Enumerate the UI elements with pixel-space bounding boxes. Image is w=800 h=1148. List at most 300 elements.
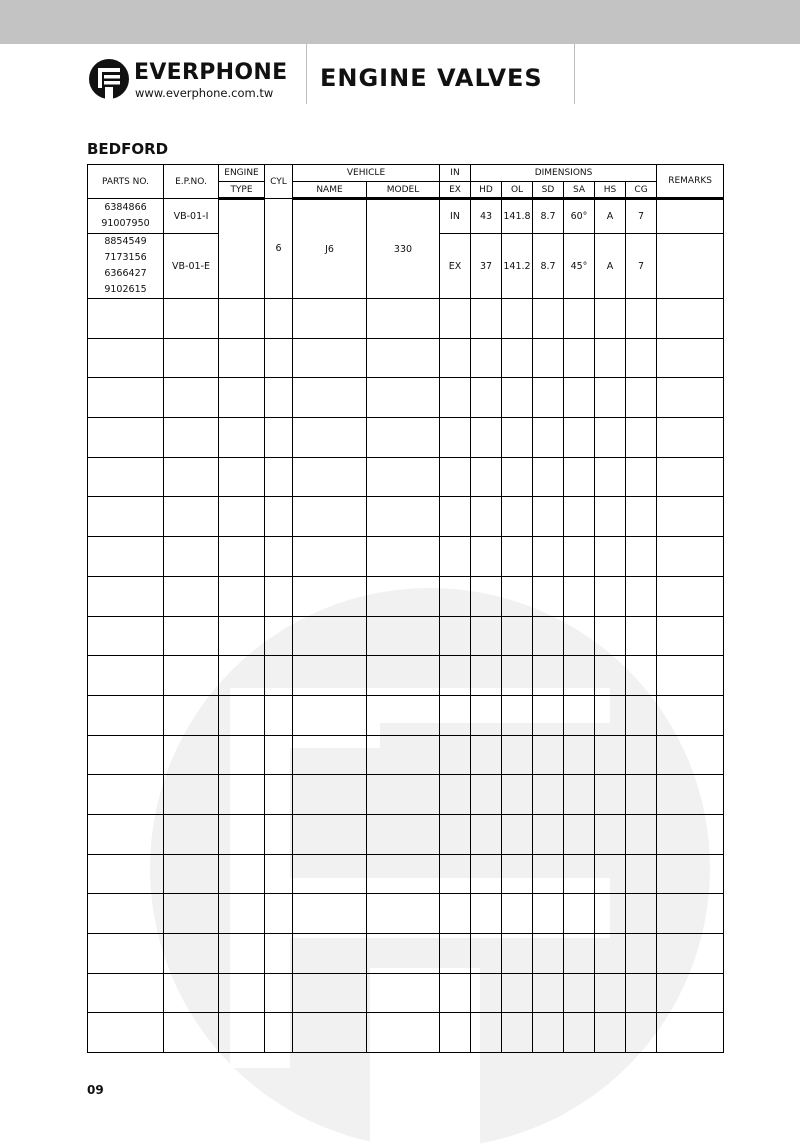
- empty-cell: [657, 497, 724, 537]
- table-row-empty: [88, 537, 724, 577]
- empty-cell: [440, 418, 471, 458]
- empty-cell: [293, 934, 367, 974]
- empty-cell: [164, 854, 219, 894]
- empty-cell: [564, 299, 595, 339]
- empty-cell: [164, 576, 219, 616]
- empty-cell: [265, 695, 293, 735]
- empty-cell: [657, 378, 724, 418]
- empty-cell: [471, 616, 502, 656]
- empty-cell: [88, 378, 164, 418]
- empty-cell: [164, 418, 219, 458]
- empty-cell: [367, 735, 440, 775]
- empty-cell: [533, 735, 564, 775]
- hd-cell: 37: [471, 234, 502, 299]
- empty-cell: [293, 695, 367, 735]
- empty-cell: [219, 537, 265, 577]
- empty-cell: [88, 814, 164, 854]
- table-row-empty: [88, 695, 724, 735]
- empty-cell: [564, 695, 595, 735]
- in-ex-cell: IN: [440, 199, 471, 234]
- empty-cell: [367, 775, 440, 815]
- vehicle-model-cell: 330: [367, 199, 440, 299]
- empty-cell: [265, 497, 293, 537]
- empty-cell: [265, 378, 293, 418]
- table-row-empty: [88, 299, 724, 339]
- empty-cell: [367, 537, 440, 577]
- empty-cell: [265, 299, 293, 339]
- empty-cell: [564, 735, 595, 775]
- empty-cell: [219, 616, 265, 656]
- empty-cell: [595, 378, 626, 418]
- empty-cell: [657, 934, 724, 974]
- empty-cell: [88, 854, 164, 894]
- header-ex: EX: [440, 182, 471, 199]
- empty-cell: [440, 934, 471, 974]
- empty-cell: [595, 1013, 626, 1053]
- empty-cell: [564, 497, 595, 537]
- empty-cell: [265, 418, 293, 458]
- empty-cell: [626, 814, 657, 854]
- empty-cell: [219, 1013, 265, 1053]
- empty-cell: [219, 338, 265, 378]
- empty-cell: [219, 299, 265, 339]
- empty-cell: [367, 457, 440, 497]
- empty-cell: [164, 457, 219, 497]
- empty-cell: [657, 418, 724, 458]
- header-cg: CG: [626, 182, 657, 199]
- empty-cell: [502, 894, 533, 934]
- empty-cell: [265, 775, 293, 815]
- everphone-logo-icon: [89, 59, 129, 99]
- empty-cell: [88, 973, 164, 1013]
- vehicle-name-cell: J6: [293, 199, 367, 299]
- empty-cell: [88, 576, 164, 616]
- empty-cell: [564, 894, 595, 934]
- empty-cell: [88, 934, 164, 974]
- empty-cell: [626, 616, 657, 656]
- empty-cell: [657, 457, 724, 497]
- table-row-empty: [88, 934, 724, 974]
- header-dimensions: DIMENSIONS: [471, 165, 657, 182]
- empty-cell: [626, 338, 657, 378]
- empty-cell: [564, 537, 595, 577]
- empty-cell: [293, 537, 367, 577]
- empty-cell: [595, 973, 626, 1013]
- table-row-empty: [88, 378, 724, 418]
- empty-cell: [265, 537, 293, 577]
- empty-cell: [164, 1013, 219, 1053]
- empty-cell: [626, 418, 657, 458]
- empty-cell: [293, 497, 367, 537]
- empty-cell: [219, 457, 265, 497]
- empty-cell: [626, 457, 657, 497]
- hs-cell: A: [595, 234, 626, 299]
- empty-cell: [564, 656, 595, 696]
- empty-cell: [367, 576, 440, 616]
- empty-cell: [367, 497, 440, 537]
- empty-cell: [219, 854, 265, 894]
- empty-cell: [219, 418, 265, 458]
- empty-cell: [440, 814, 471, 854]
- empty-cell: [626, 1013, 657, 1053]
- empty-cell: [293, 814, 367, 854]
- empty-cell: [595, 457, 626, 497]
- empty-cell: [164, 378, 219, 418]
- empty-cell: [626, 775, 657, 815]
- empty-cell: [293, 576, 367, 616]
- empty-cell: [502, 457, 533, 497]
- empty-cell: [164, 616, 219, 656]
- empty-cell: [293, 894, 367, 934]
- remarks-cell: [657, 199, 724, 234]
- engine-type-cell: [219, 199, 265, 299]
- empty-cell: [564, 814, 595, 854]
- empty-cell: [657, 735, 724, 775]
- empty-cell: [367, 894, 440, 934]
- empty-cell: [595, 775, 626, 815]
- empty-cell: [502, 616, 533, 656]
- empty-cell: [88, 497, 164, 537]
- empty-cell: [471, 735, 502, 775]
- empty-cell: [502, 656, 533, 696]
- empty-cell: [657, 1013, 724, 1053]
- empty-cell: [471, 378, 502, 418]
- empty-cell: [367, 299, 440, 339]
- empty-cell: [88, 656, 164, 696]
- empty-cell: [164, 814, 219, 854]
- empty-cell: [533, 973, 564, 1013]
- empty-cell: [88, 894, 164, 934]
- header-hd: HD: [471, 182, 502, 199]
- empty-cell: [265, 616, 293, 656]
- empty-cell: [88, 775, 164, 815]
- empty-cell: [219, 695, 265, 735]
- ol-cell: 141.8: [502, 199, 533, 234]
- header-sd: SD: [533, 182, 564, 199]
- hd-cell: 43: [471, 199, 502, 234]
- table-row-empty: [88, 457, 724, 497]
- empty-cell: [88, 457, 164, 497]
- empty-cell: [502, 537, 533, 577]
- empty-cell: [293, 775, 367, 815]
- in-ex-cell: EX: [440, 234, 471, 299]
- empty-cell: [564, 775, 595, 815]
- empty-cell: [502, 973, 533, 1013]
- table-row-empty: [88, 854, 724, 894]
- header-remarks: REMARKS: [657, 165, 724, 199]
- empty-cell: [471, 338, 502, 378]
- empty-cell: [533, 497, 564, 537]
- header-engine-type: TYPE: [219, 182, 265, 199]
- empty-cell: [293, 656, 367, 696]
- empty-cell: [502, 695, 533, 735]
- empty-cell: [164, 695, 219, 735]
- empty-cell: [440, 1013, 471, 1053]
- table-row-empty: [88, 775, 724, 815]
- empty-cell: [657, 616, 724, 656]
- table-row-empty: [88, 1013, 724, 1053]
- empty-cell: [564, 934, 595, 974]
- empty-cell: [471, 457, 502, 497]
- empty-cell: [595, 934, 626, 974]
- empty-cell: [265, 457, 293, 497]
- empty-cell: [533, 616, 564, 656]
- sd-cell: 8.7: [533, 199, 564, 234]
- header-ep-no: E.P.NO.: [164, 165, 219, 199]
- table-row-empty: [88, 418, 724, 458]
- page-number: 09: [87, 1083, 104, 1097]
- empty-cell: [440, 616, 471, 656]
- empty-cell: [164, 537, 219, 577]
- table-row-empty: [88, 656, 724, 696]
- empty-cell: [595, 695, 626, 735]
- header-engine: ENGINE: [219, 165, 265, 182]
- empty-cell: [367, 378, 440, 418]
- empty-cell: [502, 814, 533, 854]
- empty-cell: [88, 695, 164, 735]
- empty-cell: [164, 656, 219, 696]
- brand-url: www.everphone.com.tw: [135, 86, 274, 100]
- empty-cell: [164, 299, 219, 339]
- header-ol: OL: [502, 182, 533, 199]
- empty-cell: [564, 338, 595, 378]
- empty-cell: [219, 894, 265, 934]
- empty-cell: [471, 695, 502, 735]
- empty-cell: [564, 418, 595, 458]
- empty-cell: [265, 814, 293, 854]
- empty-cell: [440, 735, 471, 775]
- empty-cell: [626, 735, 657, 775]
- table-row: [88, 199, 724, 234]
- empty-cell: [657, 656, 724, 696]
- empty-cell: [502, 378, 533, 418]
- empty-cell: [626, 934, 657, 974]
- empty-cell: [440, 656, 471, 696]
- top-gray-bar: [0, 0, 800, 44]
- empty-cell: [533, 457, 564, 497]
- empty-cell: [533, 814, 564, 854]
- empty-cell: [502, 775, 533, 815]
- empty-cell: [471, 497, 502, 537]
- empty-cell: [293, 854, 367, 894]
- empty-cell: [564, 576, 595, 616]
- empty-cell: [471, 934, 502, 974]
- empty-cell: [293, 418, 367, 458]
- empty-cell: [533, 695, 564, 735]
- empty-cell: [471, 537, 502, 577]
- header-divider-right: [574, 44, 575, 104]
- empty-cell: [440, 973, 471, 1013]
- sd-cell: 8.7: [533, 234, 564, 299]
- empty-cell: [471, 894, 502, 934]
- table-row-empty: [88, 576, 724, 616]
- empty-cell: [219, 775, 265, 815]
- empty-cell: [533, 418, 564, 458]
- cg-cell: 7: [626, 199, 657, 234]
- empty-cell: [502, 299, 533, 339]
- empty-cell: [88, 338, 164, 378]
- empty-cell: [657, 854, 724, 894]
- empty-cell: [293, 1013, 367, 1053]
- empty-cell: [293, 973, 367, 1013]
- empty-cell: [564, 378, 595, 418]
- empty-cell: [564, 1013, 595, 1053]
- empty-cell: [293, 378, 367, 418]
- empty-cell: [265, 854, 293, 894]
- empty-cell: [564, 973, 595, 1013]
- empty-cell: [440, 378, 471, 418]
- table-row-empty: [88, 894, 724, 934]
- empty-cell: [595, 418, 626, 458]
- empty-cell: [164, 775, 219, 815]
- empty-cell: [502, 418, 533, 458]
- empty-cell: [502, 497, 533, 537]
- empty-cell: [265, 973, 293, 1013]
- header-hs: HS: [595, 182, 626, 199]
- ol-cell: 141.2: [502, 234, 533, 299]
- empty-cell: [367, 695, 440, 735]
- empty-cell: [88, 299, 164, 339]
- ep-no-cell: VB-01-I: [164, 199, 219, 234]
- empty-cell: [626, 656, 657, 696]
- empty-cell: [265, 338, 293, 378]
- hs-cell: A: [595, 199, 626, 234]
- empty-cell: [164, 934, 219, 974]
- cg-cell: 7: [626, 234, 657, 299]
- empty-cell: [367, 656, 440, 696]
- empty-cell: [595, 894, 626, 934]
- empty-cell: [265, 735, 293, 775]
- empty-cell: [367, 418, 440, 458]
- header-model: MODEL: [367, 182, 440, 199]
- empty-cell: [219, 934, 265, 974]
- empty-cell: [626, 497, 657, 537]
- empty-cell: [471, 418, 502, 458]
- empty-cell: [502, 576, 533, 616]
- empty-cell: [657, 814, 724, 854]
- empty-cell: [471, 1013, 502, 1053]
- empty-cell: [657, 537, 724, 577]
- empty-cell: [219, 814, 265, 854]
- sa-cell: 45°: [564, 234, 595, 299]
- empty-cell: [533, 299, 564, 339]
- empty-cell: [440, 695, 471, 735]
- cyl-cell: 6: [265, 199, 293, 299]
- empty-cell: [219, 656, 265, 696]
- table-row-empty: [88, 973, 724, 1013]
- empty-cell: [626, 537, 657, 577]
- empty-cell: [440, 775, 471, 815]
- empty-cell: [88, 537, 164, 577]
- empty-cell: [626, 299, 657, 339]
- empty-cell: [367, 934, 440, 974]
- empty-cell: [564, 616, 595, 656]
- parts-no-cell: 8854549 7173156 6366427 9102615: [88, 234, 164, 299]
- empty-cell: [595, 616, 626, 656]
- header-sa: SA: [564, 182, 595, 199]
- empty-cell: [440, 299, 471, 339]
- empty-cell: [595, 814, 626, 854]
- header-name: NAME: [293, 182, 367, 199]
- header-vehicle: VEHICLE: [293, 165, 440, 182]
- empty-cell: [471, 814, 502, 854]
- empty-cell: [471, 656, 502, 696]
- empty-cell: [265, 576, 293, 616]
- empty-cell: [367, 814, 440, 854]
- header-cyl: CYL: [265, 165, 293, 199]
- table-row-empty: [88, 497, 724, 537]
- empty-cell: [657, 338, 724, 378]
- empty-cell: [626, 854, 657, 894]
- empty-cell: [657, 973, 724, 1013]
- empty-cell: [502, 934, 533, 974]
- empty-cell: [164, 973, 219, 1013]
- header-in: IN: [440, 165, 471, 182]
- empty-cell: [440, 854, 471, 894]
- empty-cell: [440, 338, 471, 378]
- empty-cell: [88, 418, 164, 458]
- empty-cell: [219, 576, 265, 616]
- empty-cell: [471, 299, 502, 339]
- empty-cell: [164, 497, 219, 537]
- empty-cell: [440, 576, 471, 616]
- empty-cell: [471, 576, 502, 616]
- empty-cell: [595, 656, 626, 696]
- table-row-empty: [88, 616, 724, 656]
- empty-cell: [265, 934, 293, 974]
- empty-cell: [367, 338, 440, 378]
- empty-cell: [657, 775, 724, 815]
- empty-cell: [626, 695, 657, 735]
- empty-cell: [293, 299, 367, 339]
- empty-cell: [533, 775, 564, 815]
- empty-cell: [595, 299, 626, 339]
- empty-cell: [502, 338, 533, 378]
- header-divider-left: [306, 44, 307, 104]
- empty-cell: [533, 576, 564, 616]
- empty-cell: [564, 457, 595, 497]
- empty-cell: [440, 457, 471, 497]
- empty-cell: [293, 338, 367, 378]
- empty-cell: [293, 735, 367, 775]
- parts-no-cell: 6384866 91007950: [88, 199, 164, 234]
- empty-cell: [88, 735, 164, 775]
- empty-cell: [626, 894, 657, 934]
- empty-cell: [533, 854, 564, 894]
- empty-cell: [164, 338, 219, 378]
- empty-cell: [219, 973, 265, 1013]
- empty-cell: [471, 854, 502, 894]
- empty-cell: [265, 1013, 293, 1053]
- empty-cell: [595, 854, 626, 894]
- empty-cell: [164, 894, 219, 934]
- empty-cell: [595, 497, 626, 537]
- engine-valves-table: [87, 164, 724, 1053]
- empty-cell: [502, 854, 533, 894]
- empty-cell: [440, 894, 471, 934]
- empty-cell: [657, 695, 724, 735]
- empty-cell: [88, 616, 164, 656]
- table-row-empty: [88, 735, 724, 775]
- empty-cell: [564, 854, 595, 894]
- empty-cell: [265, 894, 293, 934]
- remarks-cell: [657, 234, 724, 299]
- empty-cell: [219, 497, 265, 537]
- empty-cell: [595, 576, 626, 616]
- empty-cell: [440, 497, 471, 537]
- header-parts-no: PARTS NO.: [88, 165, 164, 199]
- empty-cell: [626, 576, 657, 616]
